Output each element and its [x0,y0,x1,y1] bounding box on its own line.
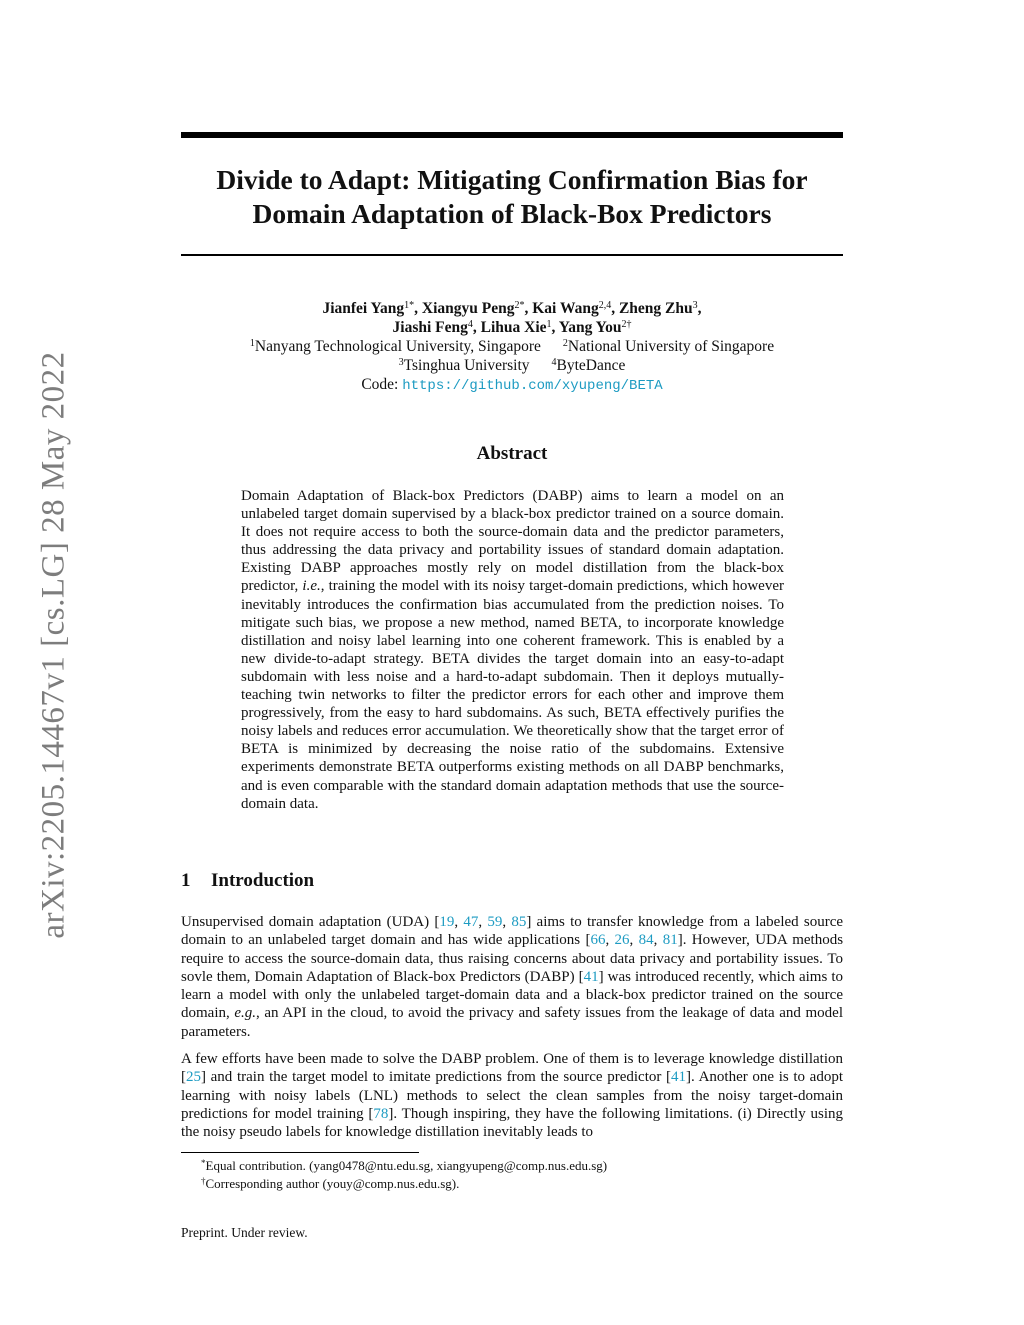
author-separator: , [697,300,702,317]
citation-link[interactable]: 19 [439,914,455,930]
section-title: Introduction [211,870,315,891]
title-bottom-rule [181,254,843,256]
citation-link[interactable]: 81 [662,932,678,949]
introduction-paragraph-2 [181,1050,843,1141]
author-line-1 [181,299,843,318]
citation-link[interactable]: 41 [671,1069,687,1086]
author-affiliation-mark: 2† [621,319,632,330]
code-label: Code: [361,376,399,393]
footnote-text: Corresponding author (youy@comp.nus.edu.sg). [205,1176,460,1191]
author-line-2 [181,318,843,337]
body-text: ]. Though inspiring, they have the following limitations. (i) Directly using the noisy pseudo labels for knowledge distillation inevitably leads to [181,1105,843,1141]
body-text: ] aims to transfer knowledge from a labeled source domain to an unlabeled target domain and has wide applications [ [181,914,844,949]
footnote-text: Equal contribution. (yang0478@ntu.edu.sg, xiangyupeng@comp.nus.edu.sg) [205,1158,608,1173]
author-affiliation-mark: 1 [546,319,552,330]
author-separator: , [524,300,533,317]
affiliation-name: Nanyang Technological University, Singapore [254,338,541,355]
author-name: Kai Wang [532,300,599,317]
author-affiliation-mark: 2,4 [598,300,612,311]
affiliation-number: 3 [398,357,404,368]
citation-link[interactable]: 78 [373,1105,389,1122]
affiliation-line-2 [181,356,843,375]
abstract-heading: Abstract [476,443,548,464]
citation-link[interactable]: 41 [583,968,599,985]
author-name: Yang You [558,319,622,336]
paper-title [181,163,843,231]
footnote-corresponding-author [201,1175,607,1193]
paper-title-line-1: Divide to Adapt: Mitigating Confirmation Bias for [216,164,808,195]
citation-link[interactable]: 26 [614,932,630,949]
body-text: ] was introduced recently, which aims to learn a model with only the unlabeled target-domain data and a black-box predictor trained on the source domain, [181,968,843,1022]
citation-link[interactable]: 85 [511,914,527,930]
author-name: Zheng Zhu [618,300,693,317]
affiliation-number: 4 [551,357,557,368]
body-text: , an API in the cloud, to avoid the privacy and safety issues from the leakage of data and model parameters. [181,1005,843,1040]
code-line [181,375,843,396]
author-affiliation-mark: 2 [514,300,520,311]
affiliation-number: 2 [562,338,568,349]
author-affiliation-mark: 4 [467,319,473,330]
abstract-part-1: Domain Adaptation of Black-box Predictors (DABP) aims to learn a model on an unlabeled target domain supervised by a black-box predictor trained on a source domain. It does not require access to both the source-domain data and the predictor parameters, thus addressing the data privacy and portability issues of standard domain adaptation. Existing DABP approaches mostly rely on model distillation from the black-box predictor, [241,488,784,595]
affiliation-name: ByteDance [556,357,626,374]
body-text: ]. Another one is to adopt learning with noisy labels (LNL) methods to select the clean samples from the noisy target-domain predictions for model training [ [181,1069,843,1122]
affiliation-name: Tsinghua University [403,357,530,374]
affiliation-line-1 [181,337,843,356]
author-name: Xiangyu Peng [421,300,515,317]
author-affiliation-mark: 3 [692,300,698,311]
footnotes [201,1157,607,1193]
author-separator: , [611,300,619,317]
introduction-paragraph-1: Unsupervised domain adaptation (UDA) [19, 47, 59, 85] aims to transfer knowledge from a labeled source domain to an unlabeled target domain and has wide applications [66, 26, 84, 81]. However, UDA methods require to access the source-domain data, thus raising concerns about data privacy and portability issues. To sovle them, Domain Adaptation of Black-box Predictors (DABP) [41] was introduced recently, which aims to learn a model with only the unlabeled target-domain data and a black-box predictor trained on the source domain, e.g., an API in the cloud, to avoid the privacy and safety issues from the leakage of data and model parameters. [181,914,844,1040]
citation-link[interactable]: 84 [638,932,654,949]
author-name: Jiashi Feng [392,319,468,336]
citation-link[interactable]: 25 [186,1069,201,1086]
author-separator: , [551,319,559,336]
abstract-text [241,487,784,813]
abstract-ie: i.e. [302,578,321,595]
body-text-eg: e.g. [234,1005,257,1022]
citation-link[interactable]: 66 [590,932,606,949]
preprint-footer: Preprint. Under review. [181,1225,308,1240]
paper-title-line-2: Domain Adaptation of Black-Box Predictors [252,198,772,229]
citation-link[interactable]: 59 [487,914,503,930]
code-repository-link[interactable]: https://github.com/xyupeng/BETA [402,378,663,394]
affiliation-number: 1 [249,338,255,349]
author-note-mark: * [409,300,415,311]
author-separator: , [414,300,422,317]
author-name: Jianfei Yang [322,300,405,317]
author-separator: , [472,319,481,336]
section-heading-introduction [181,870,314,892]
footnote-mark: * [201,1158,206,1168]
body-text: Unsupervised domain adaptation (UDA) [ [181,914,440,930]
citation-link[interactable]: 47 [463,914,479,930]
body-text: ] and train the target model to imitate predictions from the source predictor [ [201,1069,672,1086]
affiliation-name: National University of Singapore [567,338,775,355]
body-text: A few efforts have been made to solve the DABP problem. One of them is to leverage knowledge distillation [ [181,1051,843,1086]
author-note-mark: * [519,300,525,311]
section-number: 1 [181,870,191,891]
body-text: ]. However, UDA methods require to access the source-domain data, thus raising concerns about data privacy and portability issues. To sovle them, Domain Adaptation of Black-box Predictors (DABP) [ [181,932,844,985]
footnote-mark: † [201,1176,206,1186]
arxiv-identifier-stamp: arXiv:2205.14467v1 [cs.LG] 28 May 2022 [35,351,72,939]
footnote-rule [181,1152,419,1153]
author-name: Lihua Xie [480,319,547,336]
abstract-part-2: , training the model with its noisy target-domain predictions, which however inevitably introduces the confirmation bias accumulated from the prediction noises. To mitigate such bias, we propose a new method, named BETA, to incorporate knowledge distillation and noisy label learning into one coherent framework. This is enabled by a new divide-to-adapt strategy. BETA divides the target domain into an easy-to-adapt subdomain with less noise and a hard-to-adapt subdomain. Then it deploys mutually-teaching twin networks to filter the predictor errors for each other and improve them progressively, from the easy to hard subdomains. As such, BETA effectively purifies the noisy labels and reduces error accumulation. We theoretically show that the target error of BETA is minimized by decreasing the noise ratio of the subdomains. Extensive experiments demonstrate BETA outperforms existing methods on all DABP benchmarks, and is even comparable with the standard domain adaptation methods that use the source-domain data. [241,578,784,812]
author-affiliation-mark: 1 [404,300,410,311]
author-block [181,299,843,396]
title-top-rule [181,132,843,138]
footnote-equal-contribution [201,1157,607,1175]
